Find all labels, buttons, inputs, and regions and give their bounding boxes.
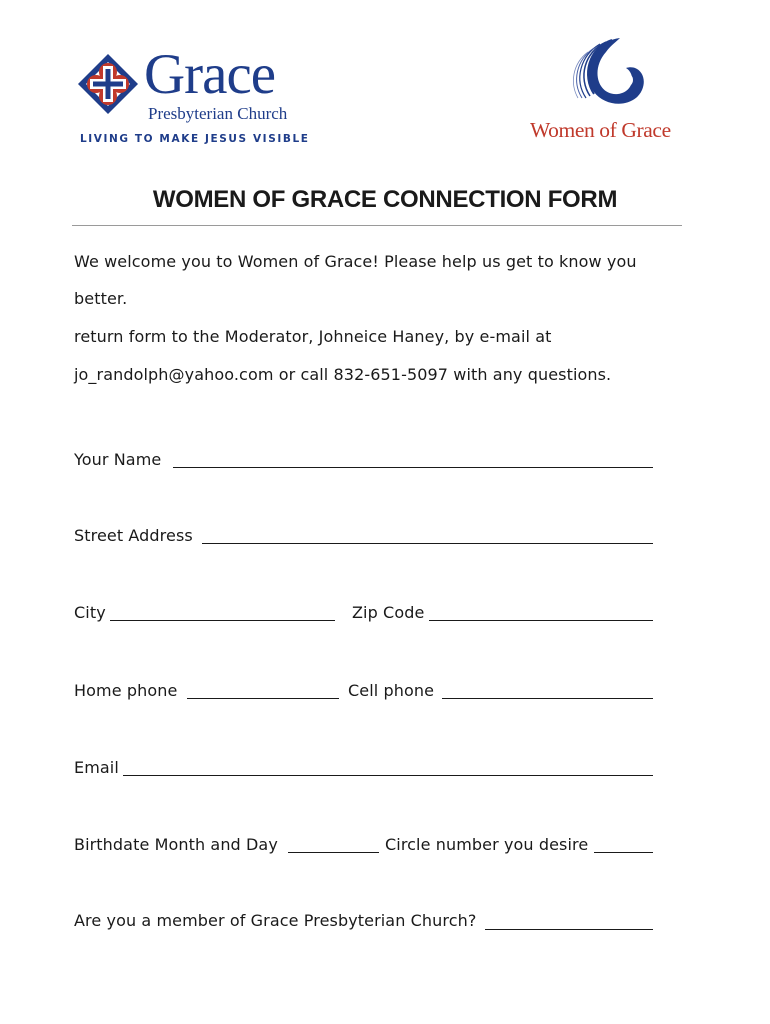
street-address-label: Street Address xyxy=(74,526,193,545)
city-label: City xyxy=(74,603,106,622)
city-field[interactable] xyxy=(110,620,335,621)
circle-number-label: Circle number you desire xyxy=(385,835,589,854)
women-of-grace-logo-text: Women of Grace xyxy=(530,118,671,142)
zip-code-field[interactable] xyxy=(429,620,653,621)
birthdate-label: Birthdate Month and Day xyxy=(74,835,278,854)
member-answer-field[interactable] xyxy=(485,929,653,930)
home-phone-label: Home phone xyxy=(74,681,178,700)
grace-logo-subtitle: Presbyterian Church xyxy=(148,104,288,123)
zip-code-label: Zip Code xyxy=(352,603,425,622)
member-question-label: Are you a member of Grace Presbyterian Church? xyxy=(74,911,477,930)
email-field[interactable] xyxy=(123,775,653,776)
intro-line-4: jo_randolph@yahoo.com or call 832-651-5097 with any questions. xyxy=(74,365,612,384)
swirl-emblem-icon xyxy=(550,34,670,118)
birthdate-field[interactable] xyxy=(288,852,379,853)
intro-line-2: better. xyxy=(74,289,128,308)
women-of-grace-logo xyxy=(528,34,694,146)
cell-phone-label: Cell phone xyxy=(348,681,435,700)
street-address-field[interactable] xyxy=(202,543,653,544)
name-label: Your Name xyxy=(74,450,162,469)
name-field[interactable] xyxy=(173,467,653,468)
home-phone-field[interactable] xyxy=(187,698,339,699)
title-divider xyxy=(72,225,682,226)
intro-line-3: return form to the Moderator, Johneice Haney, by e-mail at xyxy=(74,327,552,346)
grace-presbyterian-logo xyxy=(76,43,310,150)
cell-phone-field[interactable] xyxy=(442,698,653,699)
grace-logo-tagline: LIVING TO MAKE JESUS VISIBLE xyxy=(80,133,310,145)
email-label: Email xyxy=(74,758,119,777)
intro-line-1: We welcome you to Women of Grace! Please help us get to know you xyxy=(74,252,637,271)
circle-number-field[interactable] xyxy=(594,852,653,853)
grace-logo-wordmark: Grace xyxy=(144,43,276,106)
cross-emblem-icon xyxy=(76,52,140,116)
form-title: WOMEN OF GRACE CONNECTION FORM xyxy=(152,186,618,213)
